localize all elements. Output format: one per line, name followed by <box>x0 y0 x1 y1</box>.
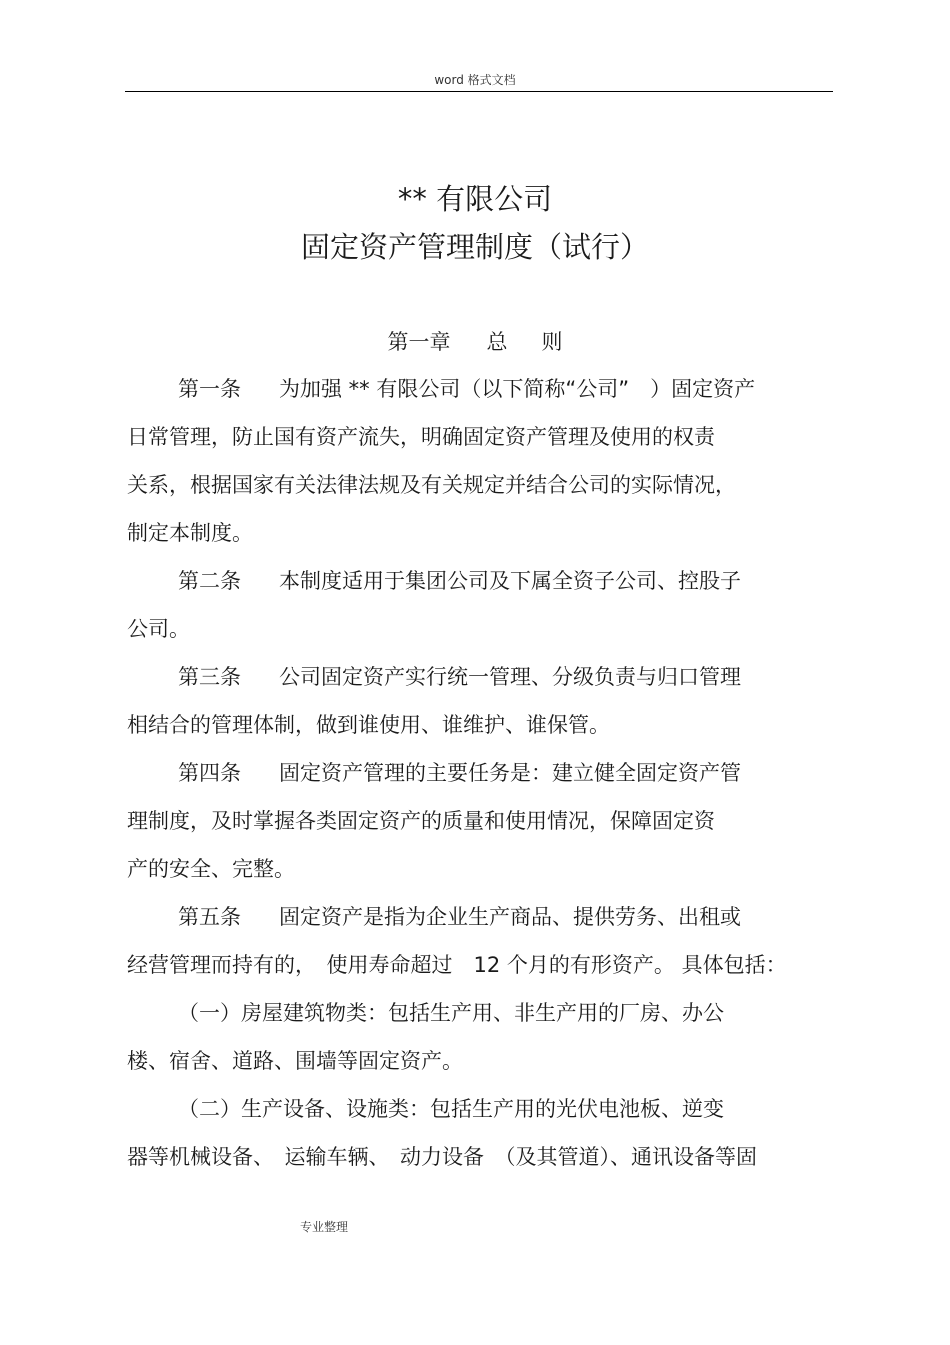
item-1-line-1: （一）房屋建筑物类：包括生产用、非生产用的厂房、办公 <box>178 1001 724 1025</box>
chapter-name-part2: 则 <box>541 330 563 354</box>
article-1-text-1: 为加强 ** 有限公司（以下简称“公司” ）固定资产 <box>279 377 756 401</box>
article-3-label: 第三条 <box>178 665 241 689</box>
item-2-line-2: 器等机械设备、 运输车辆、 动力设备 （及其管道）、通讯设备等固 <box>127 1145 757 1169</box>
article-5-line-2: 经营管理而持有的， 使用寿命超过 12 个月的有形资产。 具体包括： <box>127 953 787 977</box>
article-4-line-3: 产的安全、完整。 <box>127 857 295 881</box>
article-4-text-1: 固定资产管理的主要任务是：建立健全固定资产管 <box>279 761 741 785</box>
article-3-line-1 <box>178 662 741 692</box>
article-3-text-1: 公司固定资产实行统一管理、分级负责与归口管理 <box>279 665 741 689</box>
article-3-line-2: 相结合的管理体制，做到谁使用、谁维护、谁保管。 <box>127 713 610 737</box>
article-2-text-1: 本制度适用于集团公司及下属全资子公司、控股子 <box>279 569 741 593</box>
article-2-line-1 <box>178 566 741 596</box>
article-1-line-2: 日常管理，防止国有资产流失，明确固定资产管理及使用的权责 <box>127 425 715 449</box>
article-1-line-3: 关系，根据国家有关法律法规及有关规定并结合公司的实际情况， <box>127 473 736 497</box>
header-rule <box>125 91 833 92</box>
chapter-number: 第一章 <box>387 330 451 354</box>
item-2-line-1: （二）生产设备、设施类：包括生产用的光伏电池板、逆变 <box>178 1097 724 1121</box>
article-2-label: 第二条 <box>178 569 241 593</box>
document-title-company: ** 有限公司 <box>397 182 553 216</box>
article-1-line-4: 制定本制度。 <box>127 521 253 545</box>
item-1-line-2: 楼、宿舍、道路、围墙等固定资产。 <box>127 1049 463 1073</box>
article-2-line-2: 公司。 <box>127 617 190 641</box>
article-5-line-1 <box>178 902 741 932</box>
article-1-label: 第一条 <box>178 377 241 401</box>
page-footer: 专业整理 <box>300 1220 349 1234</box>
article-5-label: 第五条 <box>178 905 241 929</box>
article-4-line-2: 理制度，及时掌握各类固定资产的质量和使用情况，保障固定资 <box>127 809 715 833</box>
article-4-label: 第四条 <box>178 761 241 785</box>
article-5-text-1: 固定资产是指为企业生产商品、提供劳务、出租或 <box>279 905 741 929</box>
article-1-line-1 <box>178 374 755 404</box>
chapter-name-part1: 总 <box>486 330 508 354</box>
chapter-heading <box>0 327 950 357</box>
page-header: word 格式文档 <box>434 73 516 87</box>
document-title-main: 固定资产管理制度（试行） <box>300 230 649 264</box>
article-4-line-1 <box>178 758 741 788</box>
